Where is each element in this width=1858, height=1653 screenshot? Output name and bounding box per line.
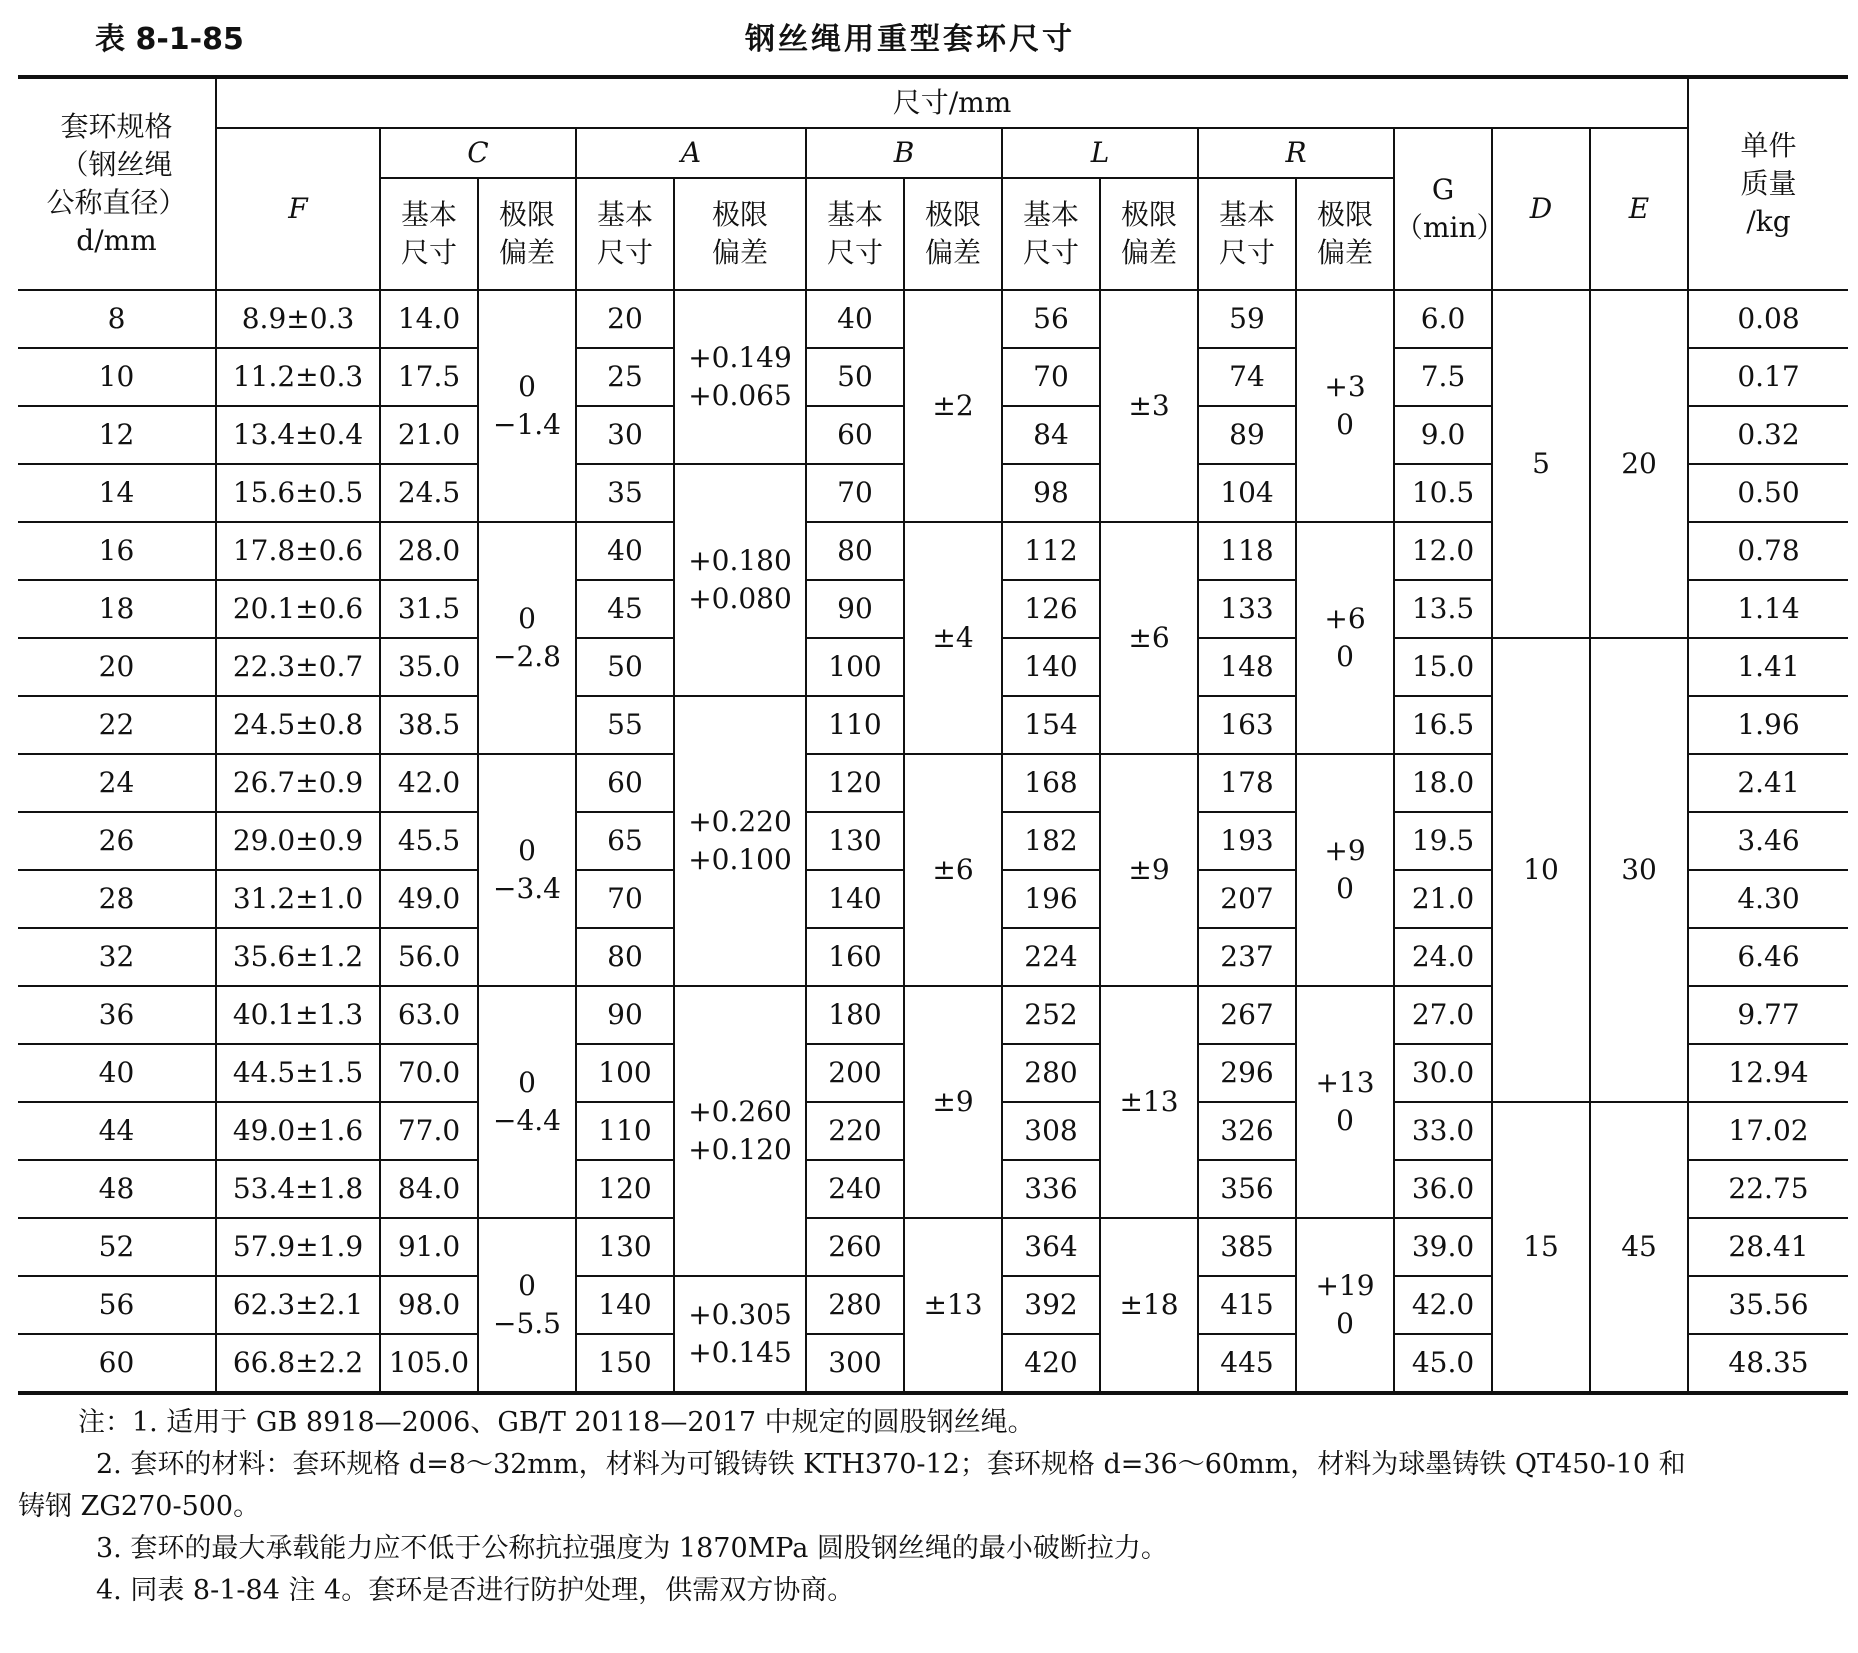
cell-G: 13.5 bbox=[1394, 580, 1492, 638]
cell-mass: 4.30 bbox=[1688, 870, 1848, 928]
cell-G: 24.0 bbox=[1394, 928, 1492, 986]
note-4: 4. 同表 8-1-84 注 4。套环是否进行防护处理，供需双方协商。 bbox=[96, 1575, 855, 1606]
cell-C-basic: 35.0 bbox=[380, 638, 478, 696]
cell-mass: 1.14 bbox=[1688, 580, 1848, 638]
cell-spec: 24 bbox=[18, 754, 216, 812]
cell-R-basic: 326 bbox=[1198, 1102, 1296, 1160]
cell-C-tolerance: 0 −2.8 bbox=[478, 522, 576, 754]
header-A: A bbox=[576, 128, 806, 178]
header-R-tol: 极限 偏差 bbox=[1296, 178, 1394, 290]
cell-spec: 10 bbox=[18, 348, 216, 406]
cell-A-basic: 50 bbox=[576, 638, 674, 696]
cell-C-basic: 28.0 bbox=[380, 522, 478, 580]
cell-C-tolerance: 0 −3.4 bbox=[478, 754, 576, 986]
cell-A-tolerance: +0.305 +0.145 bbox=[674, 1276, 806, 1393]
cell-B-basic: 60 bbox=[806, 406, 904, 464]
cell-G: 36.0 bbox=[1394, 1160, 1492, 1218]
cell-A-basic: 120 bbox=[576, 1160, 674, 1218]
cell-B-basic: 280 bbox=[806, 1276, 904, 1334]
cell-L-basic: 182 bbox=[1002, 812, 1100, 870]
cell-mass: 0.32 bbox=[1688, 406, 1848, 464]
cell-B-basic: 220 bbox=[806, 1102, 904, 1160]
header-L: L bbox=[1002, 128, 1198, 178]
header-dimensions: 尺寸/mm bbox=[216, 77, 1688, 128]
cell-A-basic: 35 bbox=[576, 464, 674, 522]
cell-B-tolerance: ±6 bbox=[904, 754, 1002, 986]
note-2: 2. 套环的材料：套环规格 d=8～32mm，材料为可锻铸铁 KTH370-12；套环规格 d=36～60mm，材料为球墨铸铁 QT450-10 和 bbox=[96, 1449, 1686, 1480]
cell-F: 31.2±1.0 bbox=[216, 870, 380, 928]
cell-B-basic: 140 bbox=[806, 870, 904, 928]
cell-G: 30.0 bbox=[1394, 1044, 1492, 1102]
cell-C-basic: 14.0 bbox=[380, 290, 478, 348]
cell-R-basic: 296 bbox=[1198, 1044, 1296, 1102]
cell-mass: 0.50 bbox=[1688, 464, 1848, 522]
cell-mass: 35.56 bbox=[1688, 1276, 1848, 1334]
cell-C-basic: 38.5 bbox=[380, 696, 478, 754]
cell-B-basic: 180 bbox=[806, 986, 904, 1044]
cell-L-basic: 84 bbox=[1002, 406, 1100, 464]
note-2-cont: 铸钢 ZG270-500。 bbox=[18, 1491, 261, 1522]
cell-B-basic: 50 bbox=[806, 348, 904, 406]
header-G: G （min） bbox=[1394, 128, 1492, 290]
cell-F: 26.7±0.9 bbox=[216, 754, 380, 812]
cell-A-tolerance: +0.149 +0.065 bbox=[674, 290, 806, 464]
cell-C-basic: 91.0 bbox=[380, 1218, 478, 1276]
cell-spec: 20 bbox=[18, 638, 216, 696]
cell-R-basic: 207 bbox=[1198, 870, 1296, 928]
cell-spec: 22 bbox=[18, 696, 216, 754]
cell-spec: 14 bbox=[18, 464, 216, 522]
cell-C-basic: 63.0 bbox=[380, 986, 478, 1044]
cell-mass: 2.41 bbox=[1688, 754, 1848, 812]
cell-G: 27.0 bbox=[1394, 986, 1492, 1044]
cell-R-basic: 385 bbox=[1198, 1218, 1296, 1276]
cell-B-basic: 40 bbox=[806, 290, 904, 348]
cell-mass: 0.08 bbox=[1688, 290, 1848, 348]
cell-C-basic: 105.0 bbox=[380, 1334, 478, 1393]
cell-R-tolerance: +3 0 bbox=[1296, 290, 1394, 522]
header-A-tol: 极限 偏差 bbox=[674, 178, 806, 290]
cell-spec: 36 bbox=[18, 986, 216, 1044]
cell-mass: 28.41 bbox=[1688, 1218, 1848, 1276]
cell-B-tolerance: ±2 bbox=[904, 290, 1002, 522]
header-E: E bbox=[1590, 128, 1688, 290]
cell-L-basic: 98 bbox=[1002, 464, 1100, 522]
cell-A-basic: 65 bbox=[576, 812, 674, 870]
cell-L-basic: 420 bbox=[1002, 1334, 1100, 1393]
cell-spec: 26 bbox=[18, 812, 216, 870]
cell-L-basic: 196 bbox=[1002, 870, 1100, 928]
header-F: F bbox=[216, 128, 380, 290]
cell-L-basic: 308 bbox=[1002, 1102, 1100, 1160]
table-notes bbox=[18, 1402, 1848, 1612]
header-B-tol: 极限 偏差 bbox=[904, 178, 1002, 290]
header-A-basic: 基本 尺寸 bbox=[576, 178, 674, 290]
cell-B-basic: 100 bbox=[806, 638, 904, 696]
cell-C-basic: 42.0 bbox=[380, 754, 478, 812]
cell-A-basic: 80 bbox=[576, 928, 674, 986]
cell-F: 62.3±2.1 bbox=[216, 1276, 380, 1334]
cell-spec: 32 bbox=[18, 928, 216, 986]
cell-mass: 48.35 bbox=[1688, 1334, 1848, 1393]
cell-spec: 8 bbox=[18, 290, 216, 348]
cell-mass: 9.77 bbox=[1688, 986, 1848, 1044]
cell-F: 24.5±0.8 bbox=[216, 696, 380, 754]
header-B-basic: 基本 尺寸 bbox=[806, 178, 904, 290]
cell-E: 20 bbox=[1590, 290, 1688, 638]
cell-L-basic: 224 bbox=[1002, 928, 1100, 986]
cell-F: 8.9±0.3 bbox=[216, 290, 380, 348]
cell-R-basic: 104 bbox=[1198, 464, 1296, 522]
cell-G: 45.0 bbox=[1394, 1334, 1492, 1393]
dimension-table bbox=[18, 75, 1848, 1395]
cell-L-basic: 280 bbox=[1002, 1044, 1100, 1102]
cell-A-basic: 25 bbox=[576, 348, 674, 406]
cell-L-tolerance: ±13 bbox=[1100, 986, 1198, 1218]
cell-C-basic: 70.0 bbox=[380, 1044, 478, 1102]
cell-G: 12.0 bbox=[1394, 522, 1492, 580]
cell-B-basic: 260 bbox=[806, 1218, 904, 1276]
note-3: 3. 套环的最大承载能力应不低于公称抗拉强度为 1870MPa 圆股钢丝绳的最小破断拉力。 bbox=[96, 1533, 1168, 1564]
cell-C-basic: 56.0 bbox=[380, 928, 478, 986]
cell-F: 11.2±0.3 bbox=[216, 348, 380, 406]
cell-A-basic: 90 bbox=[576, 986, 674, 1044]
cell-G: 18.0 bbox=[1394, 754, 1492, 812]
cell-F: 13.4±0.4 bbox=[216, 406, 380, 464]
cell-G: 16.5 bbox=[1394, 696, 1492, 754]
cell-G: 10.5 bbox=[1394, 464, 1492, 522]
cell-mass: 22.75 bbox=[1688, 1160, 1848, 1218]
cell-spec: 48 bbox=[18, 1160, 216, 1218]
cell-E: 30 bbox=[1590, 638, 1688, 1102]
cell-A-basic: 70 bbox=[576, 870, 674, 928]
cell-mass: 6.46 bbox=[1688, 928, 1848, 986]
cell-B-basic: 90 bbox=[806, 580, 904, 638]
cell-B-basic: 160 bbox=[806, 928, 904, 986]
cell-spec: 60 bbox=[18, 1334, 216, 1393]
cell-L-basic: 168 bbox=[1002, 754, 1100, 812]
cell-mass: 0.78 bbox=[1688, 522, 1848, 580]
cell-A-basic: 60 bbox=[576, 754, 674, 812]
cell-B-tolerance: ±4 bbox=[904, 522, 1002, 754]
header-C-tol: 极限 偏差 bbox=[478, 178, 576, 290]
cell-F: 20.1±0.6 bbox=[216, 580, 380, 638]
cell-R-basic: 89 bbox=[1198, 406, 1296, 464]
cell-G: 7.5 bbox=[1394, 348, 1492, 406]
cell-B-basic: 130 bbox=[806, 812, 904, 870]
cell-L-tolerance: ±6 bbox=[1100, 522, 1198, 754]
cell-R-basic: 356 bbox=[1198, 1160, 1296, 1218]
header-mass: 单件 质量 /kg bbox=[1688, 77, 1848, 290]
cell-G: 19.5 bbox=[1394, 812, 1492, 870]
cell-B-tolerance: ±9 bbox=[904, 986, 1002, 1218]
cell-B-basic: 200 bbox=[806, 1044, 904, 1102]
cell-R-basic: 178 bbox=[1198, 754, 1296, 812]
cell-R-basic: 74 bbox=[1198, 348, 1296, 406]
cell-R-tolerance: +13 0 bbox=[1296, 986, 1394, 1218]
cell-R-tolerance: +9 0 bbox=[1296, 754, 1394, 986]
cell-R-basic: 237 bbox=[1198, 928, 1296, 986]
cell-mass: 0.17 bbox=[1688, 348, 1848, 406]
note-1: 注：1. 适用于 GB 8918—2006、GB/T 20118—2017 中规定的圆股钢丝绳。 bbox=[78, 1407, 1035, 1438]
cell-A-basic: 55 bbox=[576, 696, 674, 754]
cell-B-basic: 120 bbox=[806, 754, 904, 812]
cell-A-basic: 40 bbox=[576, 522, 674, 580]
cell-C-basic: 21.0 bbox=[380, 406, 478, 464]
cell-B-tolerance: ±13 bbox=[904, 1218, 1002, 1393]
cell-G: 39.0 bbox=[1394, 1218, 1492, 1276]
cell-C-tolerance: 0 −1.4 bbox=[478, 290, 576, 522]
cell-A-basic: 20 bbox=[576, 290, 674, 348]
cell-R-tolerance: +6 0 bbox=[1296, 522, 1394, 754]
cell-B-basic: 80 bbox=[806, 522, 904, 580]
cell-mass: 1.41 bbox=[1688, 638, 1848, 696]
cell-mass: 17.02 bbox=[1688, 1102, 1848, 1160]
cell-L-basic: 140 bbox=[1002, 638, 1100, 696]
table-body bbox=[18, 290, 1848, 1393]
cell-F: 15.6±0.5 bbox=[216, 464, 380, 522]
cell-A-tolerance: +0.220 +0.100 bbox=[674, 696, 806, 986]
cell-C-basic: 24.5 bbox=[380, 464, 478, 522]
cell-R-basic: 445 bbox=[1198, 1334, 1296, 1393]
table-row bbox=[18, 290, 1848, 348]
cell-C-basic: 84.0 bbox=[380, 1160, 478, 1218]
cell-D: 15 bbox=[1492, 1102, 1590, 1393]
cell-L-basic: 336 bbox=[1002, 1160, 1100, 1218]
cell-R-basic: 59 bbox=[1198, 290, 1296, 348]
cell-mass: 12.94 bbox=[1688, 1044, 1848, 1102]
header-R: R bbox=[1198, 128, 1394, 178]
cell-F: 35.6±1.2 bbox=[216, 928, 380, 986]
cell-D: 10 bbox=[1492, 638, 1590, 1102]
cell-L-basic: 364 bbox=[1002, 1218, 1100, 1276]
table-title: 钢丝绳用重型套环尺寸 bbox=[745, 22, 1075, 57]
cell-L-tolerance: ±9 bbox=[1100, 754, 1198, 986]
cell-mass: 3.46 bbox=[1688, 812, 1848, 870]
cell-G: 9.0 bbox=[1394, 406, 1492, 464]
cell-B-basic: 70 bbox=[806, 464, 904, 522]
cell-G: 21.0 bbox=[1394, 870, 1492, 928]
cell-L-basic: 126 bbox=[1002, 580, 1100, 638]
cell-F: 40.1±1.3 bbox=[216, 986, 380, 1044]
header-spec: 套环规格 （钢丝绳 公称直径） d/mm bbox=[18, 77, 216, 290]
cell-R-tolerance: +19 0 bbox=[1296, 1218, 1394, 1393]
cell-D: 5 bbox=[1492, 290, 1590, 638]
cell-F: 53.4±1.8 bbox=[216, 1160, 380, 1218]
cell-R-basic: 267 bbox=[1198, 986, 1296, 1044]
cell-A-basic: 130 bbox=[576, 1218, 674, 1276]
cell-G: 15.0 bbox=[1394, 638, 1492, 696]
cell-C-basic: 77.0 bbox=[380, 1102, 478, 1160]
cell-spec: 40 bbox=[18, 1044, 216, 1102]
cell-B-basic: 300 bbox=[806, 1334, 904, 1393]
header-D: D bbox=[1492, 128, 1590, 290]
cell-L-basic: 112 bbox=[1002, 522, 1100, 580]
cell-E: 45 bbox=[1590, 1102, 1688, 1393]
cell-F: 29.0±0.9 bbox=[216, 812, 380, 870]
header-C: C bbox=[380, 128, 576, 178]
cell-F: 49.0±1.6 bbox=[216, 1102, 380, 1160]
cell-C-basic: 98.0 bbox=[380, 1276, 478, 1334]
cell-L-tolerance: ±18 bbox=[1100, 1218, 1198, 1393]
cell-mass: 1.96 bbox=[1688, 696, 1848, 754]
cell-F: 57.9±1.9 bbox=[216, 1218, 380, 1276]
cell-A-tolerance: +0.180 +0.080 bbox=[674, 464, 806, 696]
cell-C-tolerance: 0 −5.5 bbox=[478, 1218, 576, 1393]
cell-R-basic: 163 bbox=[1198, 696, 1296, 754]
cell-spec: 52 bbox=[18, 1218, 216, 1276]
header-L-basic: 基本 尺寸 bbox=[1002, 178, 1100, 290]
cell-G: 42.0 bbox=[1394, 1276, 1492, 1334]
cell-L-basic: 252 bbox=[1002, 986, 1100, 1044]
cell-B-basic: 240 bbox=[806, 1160, 904, 1218]
cell-F: 22.3±0.7 bbox=[216, 638, 380, 696]
cell-spec: 56 bbox=[18, 1276, 216, 1334]
table-number: 表 8-1-85 bbox=[95, 22, 244, 57]
header-B: B bbox=[806, 128, 1002, 178]
cell-A-basic: 30 bbox=[576, 406, 674, 464]
cell-A-basic: 45 bbox=[576, 580, 674, 638]
cell-R-basic: 133 bbox=[1198, 580, 1296, 638]
cell-F: 44.5±1.5 bbox=[216, 1044, 380, 1102]
table-header bbox=[95, 14, 1858, 64]
cell-C-basic: 17.5 bbox=[380, 348, 478, 406]
cell-spec: 18 bbox=[18, 580, 216, 638]
cell-F: 17.8±0.6 bbox=[216, 522, 380, 580]
cell-spec: 44 bbox=[18, 1102, 216, 1160]
cell-spec: 12 bbox=[18, 406, 216, 464]
cell-A-basic: 100 bbox=[576, 1044, 674, 1102]
cell-R-basic: 118 bbox=[1198, 522, 1296, 580]
cell-L-tolerance: ±3 bbox=[1100, 290, 1198, 522]
cell-L-basic: 56 bbox=[1002, 290, 1100, 348]
cell-A-basic: 150 bbox=[576, 1334, 674, 1393]
cell-L-basic: 392 bbox=[1002, 1276, 1100, 1334]
cell-R-basic: 415 bbox=[1198, 1276, 1296, 1334]
cell-R-basic: 148 bbox=[1198, 638, 1296, 696]
cell-A-basic: 110 bbox=[576, 1102, 674, 1160]
cell-B-basic: 110 bbox=[806, 696, 904, 754]
cell-L-basic: 154 bbox=[1002, 696, 1100, 754]
cell-R-basic: 193 bbox=[1198, 812, 1296, 870]
header-C-basic: 基本 尺寸 bbox=[380, 178, 478, 290]
header-L-tol: 极限 偏差 bbox=[1100, 178, 1198, 290]
cell-C-basic: 31.5 bbox=[380, 580, 478, 638]
cell-L-basic: 70 bbox=[1002, 348, 1100, 406]
cell-C-basic: 49.0 bbox=[380, 870, 478, 928]
cell-spec: 16 bbox=[18, 522, 216, 580]
cell-A-basic: 140 bbox=[576, 1276, 674, 1334]
cell-G: 6.0 bbox=[1394, 290, 1492, 348]
cell-C-tolerance: 0 −4.4 bbox=[478, 986, 576, 1218]
cell-spec: 28 bbox=[18, 870, 216, 928]
cell-G: 33.0 bbox=[1394, 1102, 1492, 1160]
header-R-basic: 基本 尺寸 bbox=[1198, 178, 1296, 290]
cell-C-basic: 45.5 bbox=[380, 812, 478, 870]
cell-F: 66.8±2.2 bbox=[216, 1334, 380, 1393]
cell-A-tolerance: +0.260 +0.120 bbox=[674, 986, 806, 1276]
